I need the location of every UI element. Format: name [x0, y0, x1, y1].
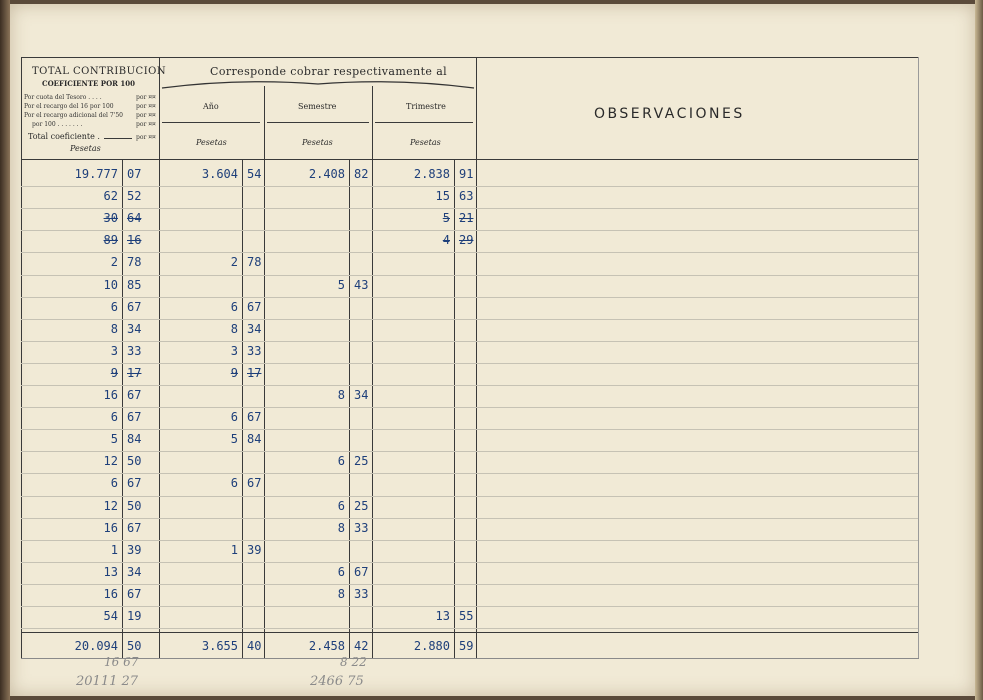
coef-line-1-label: Por cuota del Tesoro . . . .: [24, 94, 102, 101]
row-total-decimal: 07: [127, 167, 142, 181]
amounts-column-divider: [476, 57, 477, 658]
row-total-decimal: 34: [127, 564, 142, 579]
row-total-integer: 30: [103, 211, 118, 226]
semestre-column-divider: [372, 86, 373, 658]
row-guide-line: [21, 584, 918, 585]
row-ano-integer: 9: [230, 365, 238, 380]
row-total-integer: 16: [103, 520, 118, 535]
row-total-integer: 12: [103, 454, 118, 469]
row-total-decimal: 33: [127, 343, 142, 358]
row-semestre-integer: 2.408: [308, 167, 345, 181]
row-guide-line: [21, 385, 918, 386]
row-guide-line: [21, 496, 918, 497]
coef-line-1-unit: por ¤¤: [136, 94, 156, 101]
left-border: [21, 57, 22, 658]
row-total-integer: 16: [103, 388, 118, 402]
total-coeficiente-blank: [104, 138, 132, 139]
row-ano-integer: 6: [230, 410, 238, 425]
row-semestre-integer: 8: [337, 388, 345, 402]
row-total-integer: 3: [110, 343, 118, 358]
row-trimestre-decimal: 55: [459, 609, 474, 623]
row-trimestre-decimal: 29: [459, 233, 474, 248]
row-semestre-decimal: 33: [354, 586, 369, 601]
row-trimestre-integer: 15: [435, 189, 450, 204]
row-ano-decimal: 67: [247, 476, 262, 491]
semestre-header-rule: [267, 122, 369, 123]
row-semestre-decimal: 67: [354, 564, 369, 579]
ano-total-integer: 3.655: [201, 639, 238, 653]
row-semestre-decimal: 43: [354, 277, 369, 292]
total-contribucion-title: TOTAL CONTRIBUCION: [32, 66, 167, 77]
row-trimestre-decimal: 63: [459, 189, 474, 204]
book-spine: [0, 0, 10, 700]
row-total-integer: 13: [103, 564, 118, 579]
coef-line-4-label: por 100 . . . . . . .: [32, 121, 83, 128]
semestre-pesetas-label: Pesetas: [302, 138, 333, 147]
row-total-decimal: 67: [127, 476, 142, 491]
row-guide-line: [21, 429, 918, 430]
row-total-decimal: 85: [127, 277, 142, 292]
row-semestre-integer: 6: [337, 498, 345, 513]
row-total-integer: 12: [103, 498, 118, 513]
row-total-integer: 16: [103, 586, 118, 601]
pencil-note-total-bottom: 20111 27: [76, 674, 139, 689]
row-ano-integer: 3: [230, 343, 238, 358]
row-guide-line: [21, 473, 918, 474]
row-total-decimal: 67: [127, 410, 142, 425]
row-total-integer: 1: [110, 542, 118, 557]
row-trimestre-integer: 4: [442, 233, 450, 248]
row-guide-line: [21, 606, 918, 607]
ano-pesetas-label: Pesetas: [196, 138, 227, 147]
row-semestre-decimal: 25: [354, 454, 369, 469]
row-ano-decimal: 67: [247, 410, 262, 425]
row-guide-line: [21, 230, 918, 231]
row-semestre-integer: 8: [337, 520, 345, 535]
trimestre-total-integer: 2.880: [413, 639, 450, 653]
header-top-rule: [21, 57, 919, 58]
row-semestre-decimal: 33: [354, 520, 369, 535]
total-coeficiente-label: Total coeficiente .: [28, 132, 100, 141]
row-ano-decimal: 34: [247, 321, 262, 336]
row-trimestre-integer: 5: [442, 211, 450, 226]
row-trimestre-decimal: 21: [459, 211, 474, 226]
row-total-decimal: 50: [127, 498, 142, 513]
row-total-decimal: 78: [127, 255, 142, 270]
row-ano-decimal: 67: [247, 299, 262, 314]
header-bottom-rule: [21, 159, 919, 160]
row-total-decimal: 39: [127, 542, 142, 557]
row-total-decimal: 52: [127, 189, 142, 204]
grand-total-integer: 20.094: [74, 639, 118, 653]
row-total-decimal: 84: [127, 432, 142, 447]
row-guide-line: [21, 451, 918, 452]
row-semestre-integer: 6: [337, 564, 345, 579]
row-total-integer: 9: [110, 365, 118, 380]
row-guide-line: [21, 275, 918, 276]
observaciones-title: OBSERVACIONES: [594, 106, 745, 122]
coef-line-2-unit: por ¤¤: [136, 103, 156, 110]
row-guide-line: [21, 540, 918, 541]
row-trimestre-integer: 2.838: [413, 167, 450, 181]
row-total-integer: 6: [110, 476, 118, 491]
row-ano-integer: 2: [230, 255, 238, 270]
trimestre-header-rule: [375, 122, 473, 123]
row-ano-integer: 3.604: [201, 167, 238, 181]
ano-total-decimal: 40: [247, 639, 262, 653]
grand-total-decimal: 50: [127, 639, 142, 653]
ledger-page: [10, 4, 975, 696]
row-semestre-integer: 6: [337, 454, 345, 469]
row-guide-line: [21, 319, 918, 320]
pencil-note-semestre-top: 8 22: [340, 655, 367, 669]
total-pesetas-label: Pesetas: [70, 144, 101, 153]
row-total-decimal: 19: [127, 609, 142, 623]
row-total-decimal: 67: [127, 520, 142, 535]
row-semestre-decimal: 25: [354, 498, 369, 513]
row-total-decimal: 67: [127, 586, 142, 601]
bottom-rule: [21, 658, 919, 659]
row-semestre-integer: 8: [337, 586, 345, 601]
row-guide-line: [21, 252, 918, 253]
semestre-total-decimal: 42: [354, 639, 369, 653]
ano-header: Año: [203, 102, 219, 111]
row-total-integer: 8: [110, 321, 118, 336]
pencil-note-semestre-bottom: 2466 75: [310, 674, 364, 689]
row-semestre-decimal: 34: [354, 388, 369, 402]
row-ano-decimal: 54: [247, 167, 262, 181]
row-guide-line: [21, 186, 918, 187]
coef-line-3-label: Por el recargo adicional del 7'50: [24, 112, 123, 119]
row-ano-decimal: 17: [247, 365, 262, 380]
row-ano-decimal: 39: [247, 542, 262, 557]
row-total-decimal: 64: [127, 211, 142, 226]
row-guide-line: [21, 407, 918, 408]
ano-header-rule: [162, 122, 260, 123]
row-ano-integer: 6: [230, 476, 238, 491]
row-ano-integer: 1: [230, 542, 238, 557]
page-edge: [975, 0, 983, 700]
trimestre-pesetas-label: Pesetas: [410, 138, 441, 147]
ano-column-divider: [264, 86, 265, 658]
row-guide-line: [21, 363, 918, 364]
row-guide-line: [21, 562, 918, 563]
row-ano-integer: 6: [230, 299, 238, 314]
row-total-integer: 62: [103, 189, 118, 204]
row-semestre-decimal: 82: [354, 167, 369, 181]
row-total-decimal: 67: [127, 388, 142, 402]
row-total-decimal: 67: [127, 299, 142, 314]
coef-line-2-label: Por el recargo del 16 por 100: [24, 103, 114, 110]
row-total-integer: 89: [103, 233, 118, 248]
row-total-integer: 10: [103, 277, 118, 292]
row-guide-line: [21, 208, 918, 209]
row-guide-line: [21, 628, 918, 629]
row-total-decimal: 34: [127, 321, 142, 336]
row-semestre-integer: 5: [337, 277, 345, 292]
row-total-integer: 6: [110, 299, 118, 314]
row-ano-decimal: 78: [247, 255, 262, 270]
row-total-integer: 54: [103, 609, 118, 623]
trimestre-total-decimal: 59: [459, 639, 474, 653]
corresponde-title: Corresponde cobrar respectivamente al: [210, 65, 448, 78]
row-total-integer: 19.777: [74, 167, 118, 181]
totals-rule: [21, 632, 919, 633]
total-coeficiente-unit: por ¤¤: [136, 134, 156, 141]
coef-line-3-unit: por ¤¤: [136, 112, 156, 119]
row-ano-integer: 8: [230, 321, 238, 336]
row-total-integer: 2: [110, 255, 118, 270]
row-total-decimal: 16: [127, 233, 142, 248]
row-ano-integer: 5: [230, 432, 238, 447]
corresponde-brace: [160, 76, 476, 90]
coeficiente-title: COEFICIENTE POR 100: [42, 79, 136, 88]
row-trimestre-integer: 13: [435, 609, 450, 623]
row-total-decimal: 50: [127, 454, 142, 469]
total-column-divider: [159, 57, 160, 658]
semestre-total-integer: 2.458: [308, 639, 345, 653]
row-guide-line: [21, 297, 918, 298]
row-guide-line: [21, 341, 918, 342]
row-trimestre-decimal: 91: [459, 167, 474, 181]
row-total-integer: 5: [110, 432, 118, 447]
coef-line-4-unit: por ¤¤: [136, 121, 156, 128]
row-total-decimal: 17: [127, 365, 142, 380]
row-ano-decimal: 84: [247, 432, 262, 447]
semestre-header: Semestre: [298, 102, 337, 111]
row-ano-decimal: 33: [247, 343, 262, 358]
trimestre-header: Trimestre: [406, 102, 446, 111]
row-total-integer: 6: [110, 410, 118, 425]
row-guide-line: [21, 518, 918, 519]
pencil-note-total-top: 16 67: [104, 655, 139, 669]
right-border: [918, 57, 919, 658]
